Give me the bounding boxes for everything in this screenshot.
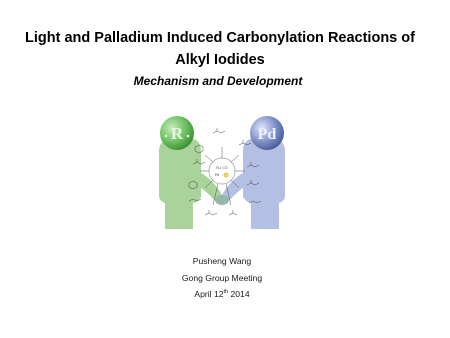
handshake-icon — [215, 195, 229, 205]
slide-title-line-2: Alkyl Iodides — [175, 52, 265, 68]
slide-title-line-1: Light and Palladium Induced Carbonylation Reactions of — [25, 30, 415, 46]
author-name: Pusheng Wang — [192, 256, 252, 266]
svg-text:R: R — [170, 124, 184, 143]
date-superscript: th — [223, 289, 229, 296]
pd-sphere — [250, 116, 284, 150]
lightbulb-icon — [224, 173, 228, 177]
meeting-name: Gong Group Meeting — [181, 273, 263, 283]
date-main: April 12 — [194, 289, 224, 299]
svg-text:Pd: Pd — [257, 126, 277, 143]
slide-subtitle: Mechanism and Development — [133, 74, 303, 88]
r-sphere — [160, 116, 194, 150]
handshake-illustration — [153, 111, 291, 229]
svg-text:Pd: Pd — [214, 173, 220, 177]
date-year: 2014 — [228, 289, 250, 299]
presentation-date — [0, 289, 447, 299]
svg-text:R-I CO: R-I CO — [216, 166, 228, 170]
